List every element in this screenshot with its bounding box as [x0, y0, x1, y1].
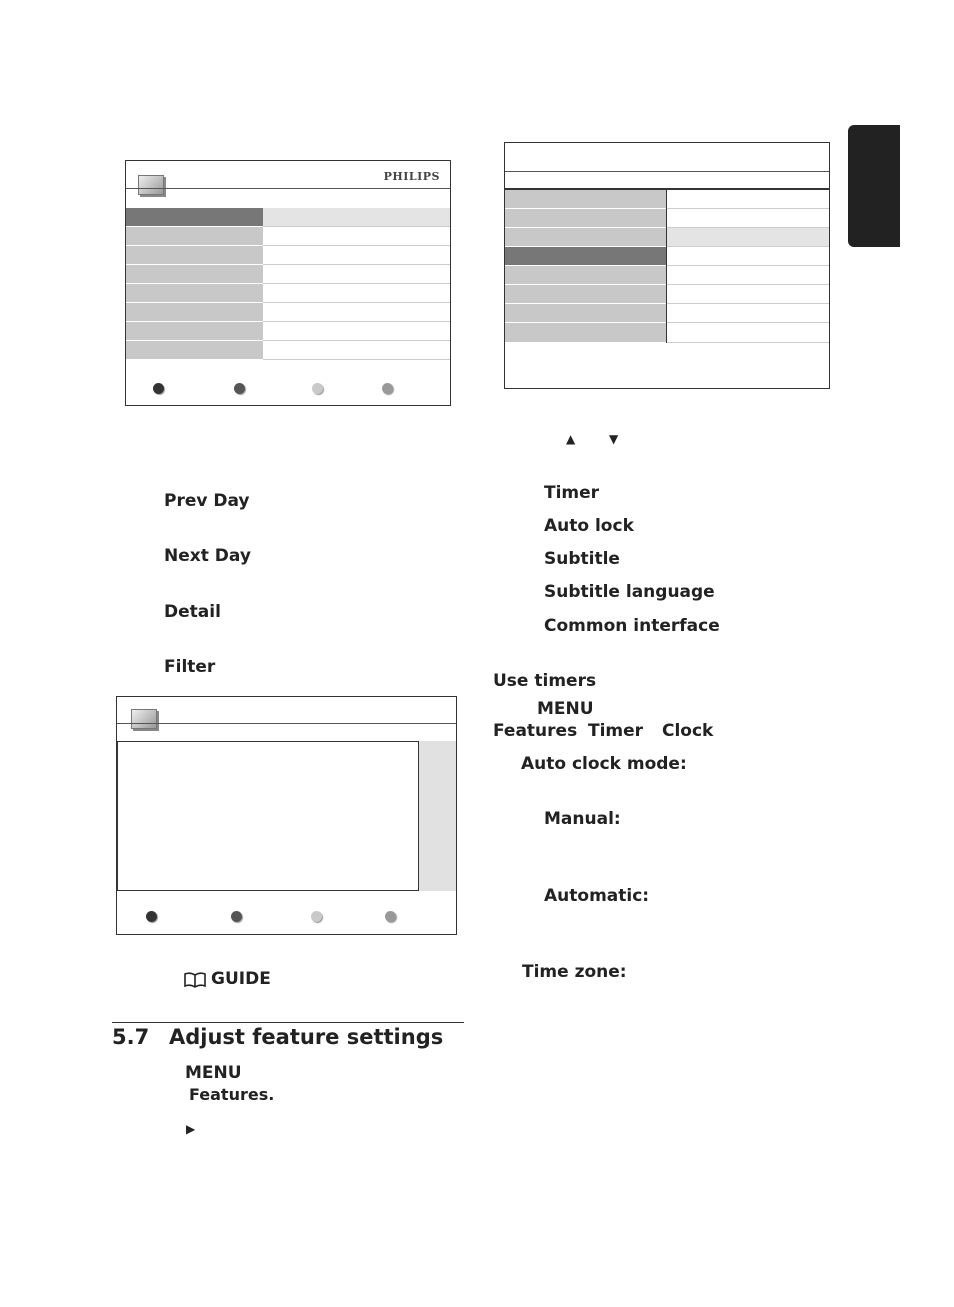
tv-icon: [131, 709, 157, 729]
guide-key-label: GUIDE: [211, 969, 271, 989]
book-icon: [184, 972, 206, 988]
menu-row-value: [263, 265, 450, 284]
timers-menu-key: MENU: [537, 699, 594, 719]
section-number: 5.7: [112, 1025, 150, 1049]
menu-row[interactable]: [505, 285, 666, 304]
feature-item-timer: Timer: [544, 483, 600, 503]
automatic-label: Automatic:: [544, 886, 650, 906]
header-divider: [126, 188, 450, 189]
path-features: Features: [493, 721, 578, 741]
menu-key-label: MENU: [185, 1063, 242, 1083]
next-day-label: Next Day: [164, 546, 251, 566]
green-button[interactable]: [234, 383, 245, 394]
menu-row[interactable]: [126, 284, 263, 303]
path-timer: Timer: [588, 721, 644, 741]
time-zone-label: Time zone:: [522, 962, 627, 982]
menu-row[interactable]: [505, 228, 666, 247]
scrollbar[interactable]: [419, 741, 456, 891]
tv-icon: [138, 175, 164, 195]
menu-row[interactable]: [126, 208, 263, 227]
section-title: Adjust feature settings: [169, 1025, 444, 1049]
red-button[interactable]: [146, 911, 157, 922]
menu-row[interactable]: [126, 227, 263, 246]
menu-row-value: [666, 247, 829, 266]
use-timers-heading: Use timers: [493, 671, 597, 691]
feature-item-auto-lock: Auto lock: [544, 516, 634, 536]
features-menu-screen: [504, 142, 830, 389]
menu-row-value: [666, 323, 829, 343]
detail-screen: [116, 696, 457, 935]
down-arrow-icon: ▼: [609, 432, 619, 446]
menu-row-value: [666, 266, 829, 285]
path-clock: Clock: [662, 721, 714, 741]
prev-day-label: Prev Day: [164, 491, 250, 511]
menu-row-value: [263, 341, 450, 360]
menu-row[interactable]: [505, 209, 666, 228]
auto-clock-mode-label: Auto clock mode:: [521, 754, 687, 774]
guide-menu-screen: [125, 160, 451, 406]
menu-row[interactable]: [505, 247, 666, 266]
yellow-button[interactable]: [311, 911, 322, 922]
detail-label: Detail: [164, 602, 221, 622]
green-button[interactable]: [231, 911, 242, 922]
blue-button[interactable]: [382, 383, 393, 394]
menu-row[interactable]: [126, 265, 263, 284]
detail-text-area: [117, 741, 419, 891]
menu-row-value: [263, 208, 450, 227]
feature-item-common-interface: Common interface: [544, 616, 720, 636]
yellow-button[interactable]: [312, 383, 323, 394]
menu-row-value: [666, 228, 829, 247]
filter-label: Filter: [164, 657, 216, 677]
menu-row-value: [666, 190, 829, 209]
brand-logo: PHILIPS: [383, 170, 440, 183]
manual-label: Manual:: [544, 809, 621, 829]
feature-item-subtitle-language: Subtitle language: [544, 582, 715, 602]
language-tab: [848, 125, 900, 247]
column-divider: [666, 190, 667, 343]
menu-row-value: [263, 303, 450, 322]
menu-row-value: [263, 284, 450, 303]
section-rule: [112, 1022, 464, 1023]
feature-item-subtitle: Subtitle: [544, 549, 620, 569]
menu-row-value: [666, 285, 829, 304]
menu-row[interactable]: [505, 266, 666, 285]
menu-row[interactable]: [126, 246, 263, 265]
menu-row[interactable]: [505, 304, 666, 323]
header-divider: [117, 723, 456, 724]
menu-row[interactable]: [126, 322, 263, 341]
menu-row-value: [263, 227, 450, 246]
menu-row[interactable]: [126, 341, 263, 360]
menu-row-value: [666, 304, 829, 323]
menu-row-value: [666, 209, 829, 228]
blue-button[interactable]: [385, 911, 396, 922]
menu-row-value: [263, 322, 450, 341]
features-label: Features.: [189, 1085, 275, 1104]
menu-row[interactable]: [505, 323, 666, 343]
red-button[interactable]: [153, 383, 164, 394]
header-divider: [505, 171, 829, 172]
right-arrow-icon: ▶: [186, 1122, 196, 1136]
menu-row[interactable]: [126, 303, 263, 322]
menu-row[interactable]: [505, 190, 666, 209]
menu-row-value: [263, 246, 450, 265]
up-arrow-icon: ▲: [566, 432, 576, 446]
